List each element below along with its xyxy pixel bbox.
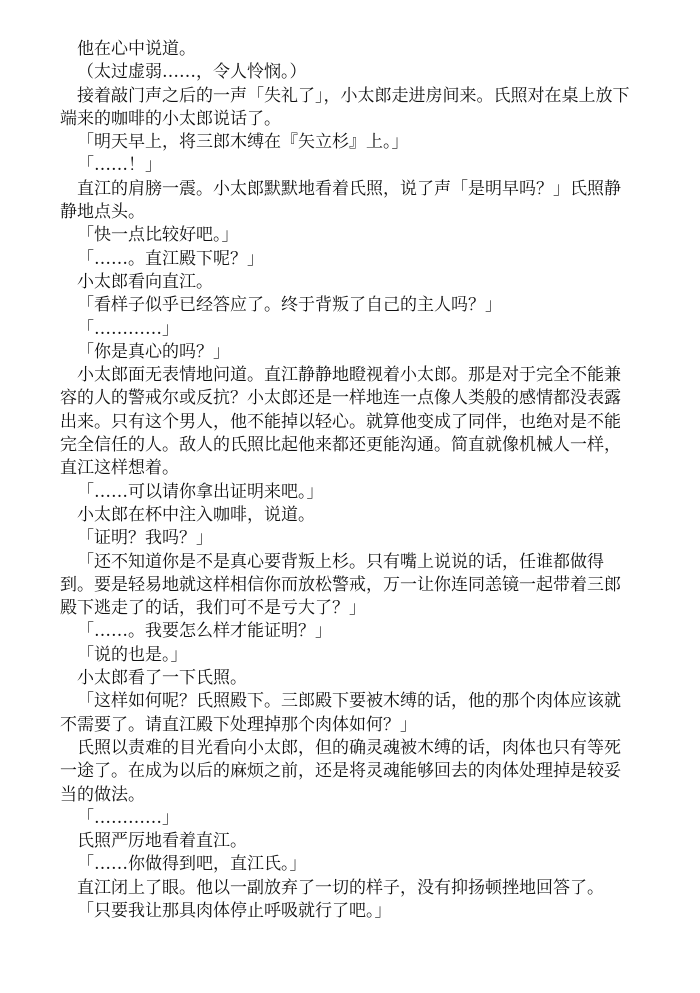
paragraph: 「……！」 (77, 155, 162, 176)
paragraph: 「证明？我吗？」 (77, 528, 213, 549)
paragraph: （太过虚弱……，令人怜悯。） (77, 62, 307, 83)
paragraph: 「……你做得到吧，直江氏。」 (77, 854, 307, 875)
paragraph: 「明天早上，将三郎木缚在『矢立杉』上。」 (77, 132, 409, 153)
paragraph: 直江的肩膀一震。小太郎默默地看着氏照，说了声「是明早吗？」氏照静静地点头。 (60, 178, 621, 223)
paragraph: 小太郎看了一下氏照。 (77, 668, 247, 689)
paragraph: 直江闭上了眼。他以一副放弃了一切的样子，没有抑扬顿挫地回答了。 (77, 877, 604, 898)
paragraph: 氏照以责难的目光看向小太郎，但的确灵魂被木缚的话，肉体也只有等死一途了。在成为以后的麻烦之前，还是将灵魂能够回去的肉体处理掉是较妥当的做法。 (60, 737, 621, 805)
paragraph: 「你是真心的吗？」 (77, 341, 230, 362)
paragraph: 「……。直江殿下呢？」 (77, 248, 264, 269)
paragraph: 「……可以请你拿出证明来吧。」 (77, 481, 324, 502)
paragraph: 小太郎面无表情地问道。直江静静地瞪视着小太郎。那是对于完全不能兼容的人的警戒尔或反抗？小太郎还是一样地连一点像人类般的感情都没表露出来。只有这个男人，他不能掉以轻心。就算他变成了同伴，也绝对是不能完全信任的人。敌人的氏照比起他来都还更能沟通。简直就像机械人一样，直江这样想着。 (60, 365, 621, 479)
paragraph: 「还不知道你是不是真心要背叛上杉。只有嘴上说说的话，任谁都做得到。要是轻易地就这样相信你而放松警戒，万一让你连同恙镜一起带着三郎殿下逃走了的话，我们可不是亏大了？」 (60, 551, 621, 619)
paragraph: 「…………」 (77, 318, 179, 339)
paragraph: 小太郎在杯中注入咖啡，说道。 (77, 504, 315, 525)
paragraph: 他在心中说道。 (77, 39, 196, 59)
paragraph: 「……。我要怎么样才能证明？」 (77, 621, 332, 642)
paragraph: 「只要我让那具肉体停止呼吸就行了吧。」 (77, 900, 392, 921)
paragraph: 氏照严厉地看着直江。 (77, 831, 247, 852)
paragraph: 「这样如何呢？氏照殿下。三郎殿下要被木缚的话，他的那个肉体应该就不需要了。请直江殿下处理掉那个肉体如何？」 (60, 691, 621, 735)
paragraph: 「说的也是。」 (77, 644, 188, 665)
paragraph: 「快一点比较好吧。」 (77, 225, 239, 246)
paragraph: 小太郎看向直江。 (77, 271, 213, 292)
paragraph: 「看样子似乎已经答应了。终于背叛了自己的主人吗？」 (77, 295, 502, 316)
paragraph: 接着敲门声之后的一声「失礼了」，小太郎走进房间来。氏照对在桌上放下端来的咖啡的小太郎说话了。 (60, 85, 630, 129)
paragraph: 「…………」 (77, 807, 179, 828)
